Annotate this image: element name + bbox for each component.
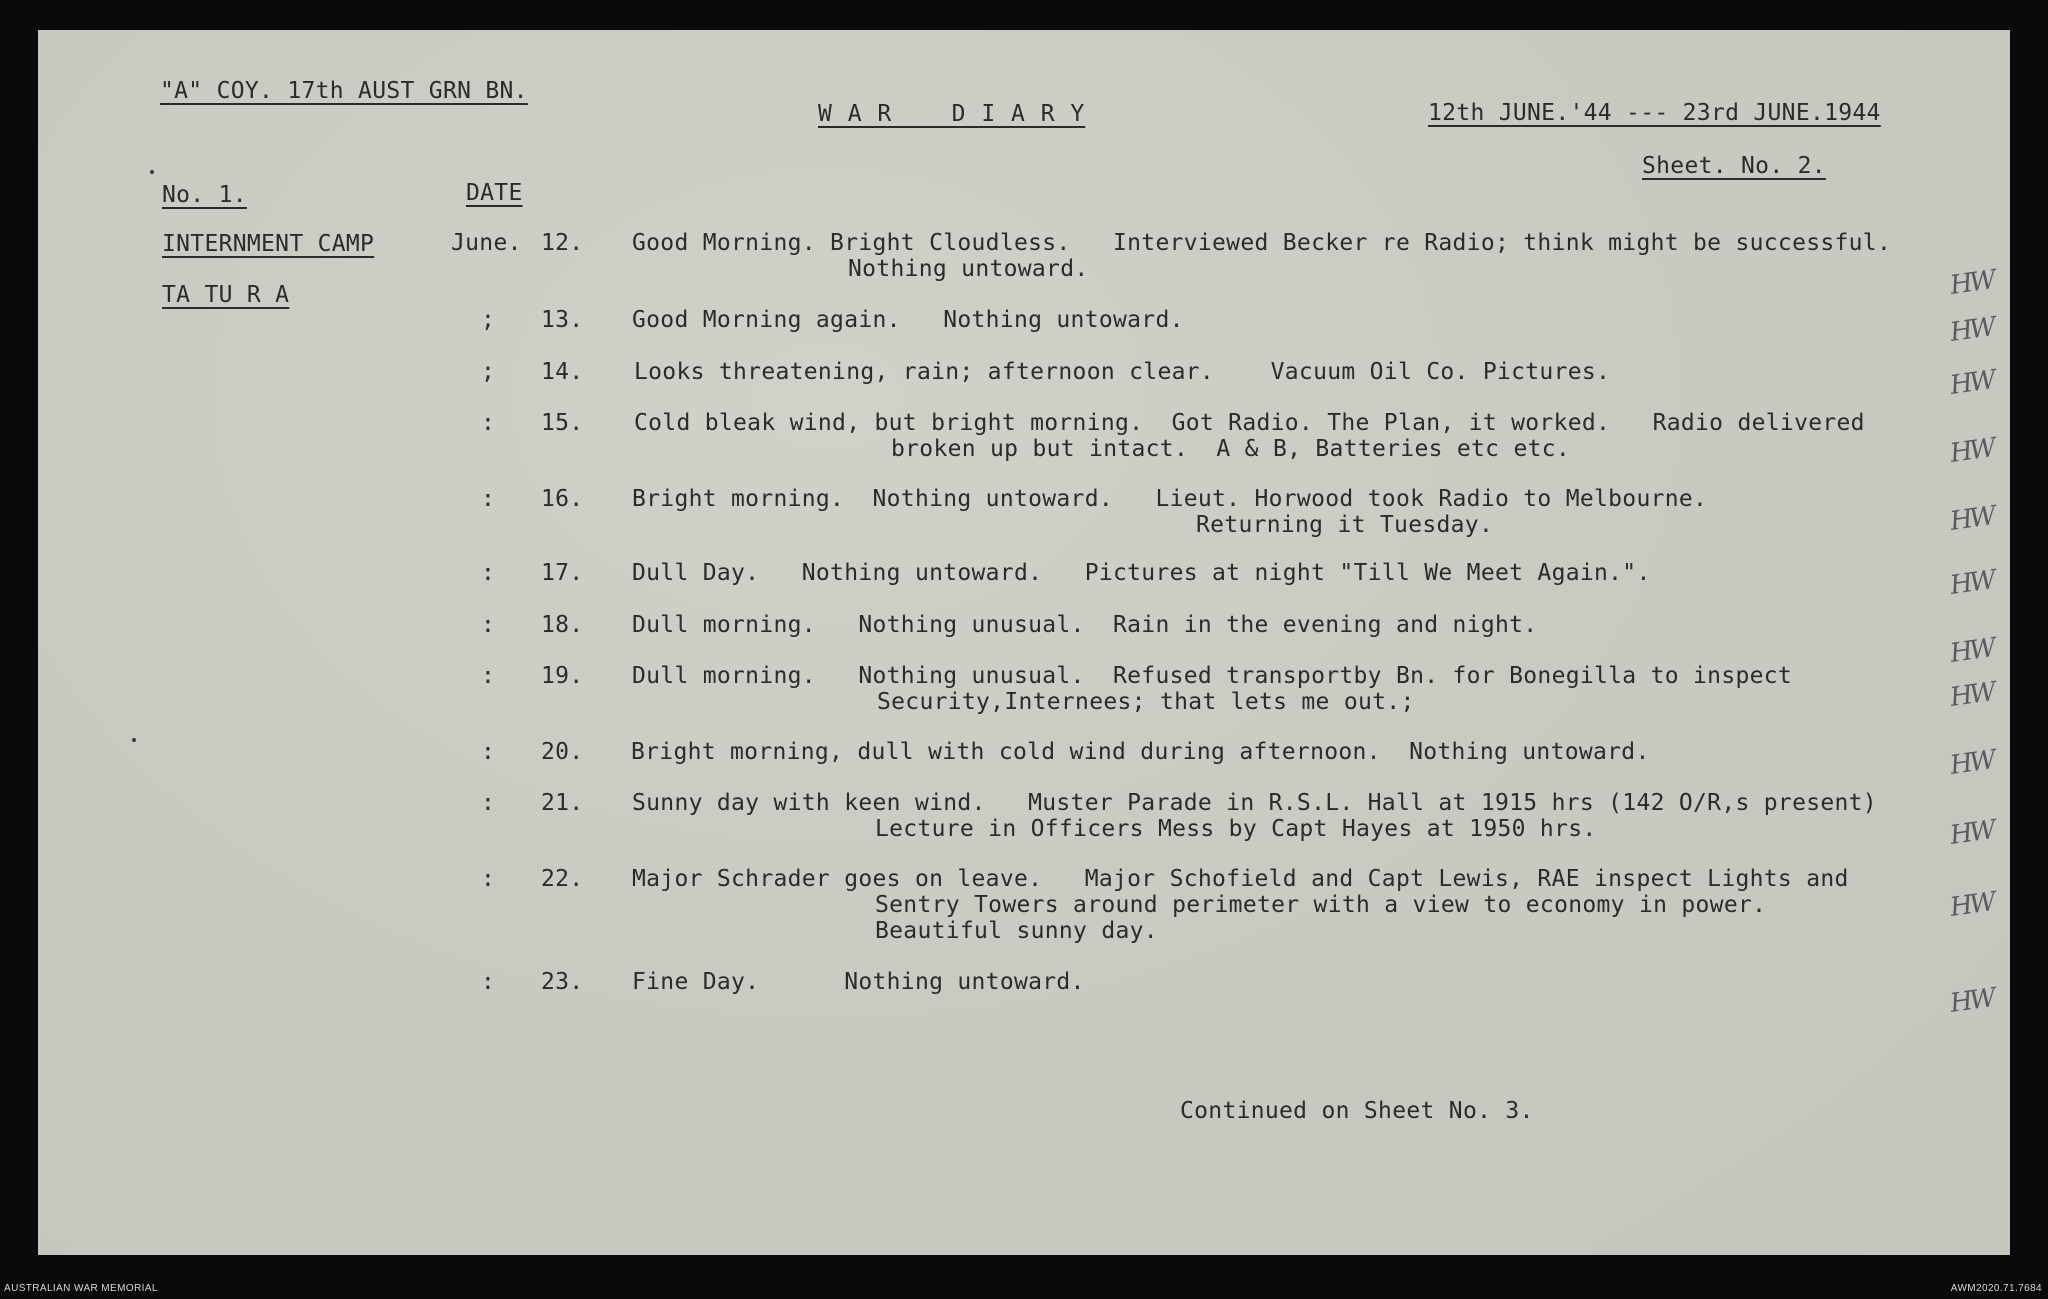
- officer-initials-signature: HW: [1948, 745, 1996, 781]
- entry-text-line: Dull morning. Nothing unusual. Refused transportby Bn. for Bonegilla to inspect: [632, 663, 1793, 689]
- officer-initials-signature: HW: [1948, 633, 1996, 669]
- officer-initials-signature: HW: [1948, 565, 1996, 601]
- diary-sheet: [38, 30, 2010, 1255]
- officer-initials-signature: HW: [1948, 433, 1996, 469]
- place-line-2: TA TU R A: [162, 282, 290, 308]
- officer-initials-signature: HW: [1948, 365, 1996, 401]
- entry-text-line: broken up but intact. A & B, Batteries etc etc.: [891, 436, 1571, 462]
- entry-text-line: Returning it Tuesday.: [1196, 512, 1494, 538]
- entry-date-mark: :: [481, 866, 496, 892]
- stray-mark: [132, 738, 136, 742]
- entry-text-line: Nothing untoward.: [848, 256, 1089, 282]
- unit-name: "A" COY. 17th AUST GRN BN.: [160, 78, 528, 104]
- entry-day: 14.: [541, 359, 584, 385]
- entry-day: 22.: [541, 866, 584, 892]
- officer-initials-signature: HW: [1948, 265, 1996, 301]
- sheet-number: Sheet. No. 2.: [1642, 153, 1826, 179]
- entry-text-line: Looks threatening, rain; afternoon clear. Vacuum Oil Co. Pictures.: [634, 359, 1611, 385]
- footer-accession: AWM2020.71.7684: [1950, 1283, 2042, 1294]
- entry-day: 12.: [541, 230, 584, 256]
- entry-day: 16.: [541, 486, 584, 512]
- place-line-1: INTERNMENT CAMP: [162, 231, 375, 257]
- entry-date-mark: :: [481, 486, 496, 512]
- entry-date-mark: ;: [481, 307, 496, 333]
- entry-date-mark: :: [481, 739, 496, 765]
- entry-text-line: Cold bleak wind, but bright morning. Got Radio. The Plan, it worked. Radio delivered: [634, 410, 1865, 436]
- entry-day: 23.: [541, 969, 584, 995]
- stray-mark: [150, 170, 154, 174]
- continued-note: Continued on Sheet No. 3.: [1180, 1098, 1534, 1124]
- entry-text-line: Good Morning again. Nothing untoward.: [632, 307, 1184, 333]
- diary-number: No. 1.: [162, 182, 247, 208]
- entry-date-mark: June.: [451, 230, 522, 256]
- entry-date-mark: :: [481, 560, 496, 586]
- officer-initials-signature: HW: [1948, 501, 1996, 537]
- entry-date-mark: :: [481, 663, 496, 689]
- entry-day: 17.: [541, 560, 584, 586]
- entry-text-line: Bright morning, dull with cold wind during afternoon. Nothing untoward.: [631, 739, 1650, 765]
- entry-text-line: Fine Day. Nothing untoward.: [632, 969, 1085, 995]
- entry-date-mark: :: [481, 969, 496, 995]
- officer-initials-signature: HW: [1948, 312, 1996, 348]
- entry-text-line: Bright morning. Nothing untoward. Lieut. Horwood took Radio to Melbourne.: [632, 486, 1708, 512]
- entry-day: 15.: [541, 410, 584, 436]
- diary-period: 12th JUNE.'44 --- 23rd JUNE.1944: [1428, 100, 1881, 126]
- footer-credit: AUSTRALIAN WAR MEMORIAL: [4, 1283, 158, 1294]
- diary-title: W A R D I A R Y: [818, 101, 1086, 127]
- entry-text-line: Beautiful sunny day.: [875, 918, 1158, 944]
- officer-initials-signature: HW: [1948, 815, 1996, 851]
- entry-text-line: Good Morning. Bright Cloudless. Interviewed Becker re Radio; think might be successful.: [632, 230, 1892, 256]
- entry-text-line: Security,Internees; that lets me out.;: [877, 689, 1415, 715]
- date-heading: DATE: [466, 180, 523, 206]
- entry-day: 20.: [541, 739, 584, 765]
- entry-text-line: Dull Day. Nothing untoward. Pictures at night "Till We Meet Again.".: [632, 560, 1651, 586]
- entry-day: 13.: [541, 307, 584, 333]
- entry-text-line: Lecture in Officers Mess by Capt Hayes at 1950 hrs.: [875, 816, 1597, 842]
- entry-day: 19.: [541, 663, 584, 689]
- entry-date-mark: :: [481, 612, 496, 638]
- entry-day: 21.: [541, 790, 584, 816]
- entry-day: 18.: [541, 612, 584, 638]
- entry-text-line: Sunny day with keen wind. Muster Parade in R.S.L. Hall at 1915 hrs (142 O/R,s present): [632, 790, 1877, 816]
- entry-text-line: Major Schrader goes on leave. Major Schofield and Capt Lewis, RAE inspect Lights and: [632, 866, 1849, 892]
- officer-initials-signature: HW: [1948, 887, 1996, 923]
- officer-initials-signature: HW: [1948, 983, 1996, 1019]
- entry-date-mark: :: [481, 410, 496, 436]
- entry-text-line: Sentry Towers around perimeter with a view to economy in power.: [875, 892, 1767, 918]
- entry-date-mark: :: [481, 790, 496, 816]
- entry-date-mark: ;: [481, 359, 496, 385]
- officer-initials-signature: HW: [1948, 677, 1996, 713]
- entry-text-line: Dull morning. Nothing unusual. Rain in the evening and night.: [632, 612, 1538, 638]
